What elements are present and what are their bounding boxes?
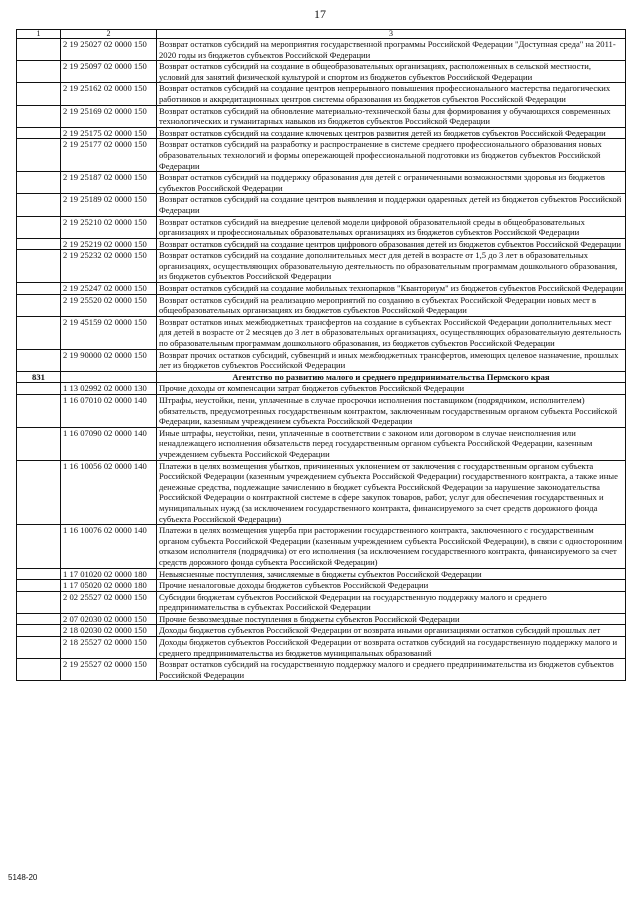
revenue-code-cell: 1 16 10076 02 0000 140 [61, 525, 157, 568]
revenue-name-cell: Возврат остатков субсидий на реализацию мероприятий по созданию в субъектах Российской Федерации новых мест в общеобразовательных организациях из бюджетов субъектов Российской Федерации [157, 294, 626, 316]
revenue-codes-table [16, 29, 626, 681]
revenue-code-cell: 1 16 07090 02 0000 140 [61, 427, 157, 460]
admin-code-cell [17, 250, 61, 283]
table-row [17, 194, 626, 216]
revenue-code-cell: 1 16 10056 02 0000 140 [61, 460, 157, 525]
revenue-code-cell: 2 19 25210 02 0000 150 [61, 216, 157, 238]
revenue-code-cell: 2 19 90000 02 0000 150 [61, 349, 157, 371]
revenue-code-cell: 2 19 25219 02 0000 150 [61, 238, 157, 250]
admin-code-cell [17, 194, 61, 216]
table-row [17, 460, 626, 525]
table-row [17, 250, 626, 283]
admin-code-cell [17, 172, 61, 194]
revenue-name-cell: Возврат остатков субсидий на создание центров выявления и поддержки одаренных детей из бюджетов субъектов Российской Федерации [157, 194, 626, 216]
revenue-code-cell: 1 17 01020 02 0000 180 [61, 568, 157, 580]
admin-code-cell [17, 460, 61, 525]
table-row [17, 568, 626, 580]
table-row [17, 316, 626, 349]
revenue-code-cell: 2 19 25097 02 0000 150 [61, 61, 157, 83]
revenue-code-cell: 2 19 45159 02 0000 150 [61, 316, 157, 349]
admin-code-cell [17, 625, 61, 637]
revenue-code-cell: 2 19 25175 02 0000 150 [61, 127, 157, 139]
table-row [17, 395, 626, 428]
revenue-name-cell: Доходы бюджетов субъектов Российской Федерации от возврата иными организациями остатков субсидий прошлых лет [157, 625, 626, 637]
table-row [17, 525, 626, 568]
revenue-name-cell: Возврат остатков субсидий на создание центров цифрового образования детей из бюджетов субъектов Российской Федерации [157, 238, 626, 250]
revenue-name-cell: Возврат остатков субсидий на обновление материально-технической базы для формирования у обучающихся современных технологических и гуманитарных навыков из бюджетов субъектов Российской Федерации [157, 105, 626, 127]
table-row [17, 39, 626, 61]
admin-code-cell [17, 83, 61, 105]
table-row [17, 659, 626, 681]
revenue-name-cell: Невыясненные поступления, зачисляемые в бюджеты субъектов Российской Федерации [157, 568, 626, 580]
revenue-name-cell: Прочие неналоговые доходы бюджетов субъектов Российской Федерации [157, 580, 626, 592]
revenue-name-cell: Возврат остатков субсидий на внедрение целевой модели цифровой образовательной среды в общеобразовательных организациях и профессиональных образовательных организациях из бюджетов субъектов Российской Федерации [157, 216, 626, 238]
revenue-name-cell: Возврат остатков субсидий на разработку и распространение в системе среднего профессионального образования новых образовательных технологий и формы опережающей профессиональной подготовки из бюджетов субъектов Российской Федерации [157, 139, 626, 172]
admin-code-cell [17, 580, 61, 592]
admin-code-cell [17, 427, 61, 460]
admin-code-cell [17, 659, 61, 681]
revenue-name-cell: Платежи в целях возмещения убытков, причиненных уклонением от заключения с государственным органом субъекта Российской Федерации (казенным учреждением субъекта Российской Федерации) государственного контракта, а также иные денежные средства, подлежащие зачислению в бюджет субъекта Российской Федерации за нарушение законодательства Российской Федерации о контрактной системе в сфере закупок товаров, работ, услуг для обеспечения государственных и муниципальных нужд (за исключением государственного контракта, финансируемого за счет средств дорожного фонда субъекта Российской Федерации) [157, 460, 626, 525]
admin-code-cell [17, 591, 61, 613]
revenue-code-cell: 2 07 02030 02 0000 150 [61, 613, 157, 625]
revenue-name-cell: Возврат остатков иных межбюджетных трансфертов на создание в субъектах Российской Федерации дополнительных мест для детей в возрасте от 2 месяцев до 3 лет в образовательных организациях, осуществляющих образовательную деятельность по образовательным программам дошкольного образования, из бюджетов субъектов Российской Федерации [157, 316, 626, 349]
admin-code-cell [17, 238, 61, 250]
revenue-name-cell: Возврат прочих остатков субсидий, субвенций и иных межбюджетных трансфертов, имеющих целевое назначение, прошлых лет из бюджетов субъектов Российской Федерации [157, 349, 626, 371]
admin-code-cell [17, 39, 61, 61]
table-row [17, 349, 626, 371]
table-row [17, 127, 626, 139]
table-row [17, 383, 626, 395]
revenue-name-cell: Возврат остатков субсидий на создание мобильных технопарков "Кванториум" из бюджетов субъектов Российской Федерации [157, 283, 626, 295]
revenue-name-cell: Штрафы, неустойки, пени, уплаченные в случае просрочки исполнения поставщиком (подрядчиком, исполнителем) обязательств, предусмотренных государственным контрактом, заключенным государственным органом субъекта Российской Федерации, казенным учреждением субъекта Российской Федерации [157, 395, 626, 428]
revenue-name-cell: Прочие доходы от компенсации затрат бюджетов субъектов Российской Федерации [157, 383, 626, 395]
table-row [17, 427, 626, 460]
revenue-code-cell: 2 19 25027 02 0000 150 [61, 39, 157, 61]
table-row [17, 580, 626, 592]
admin-code-cell [17, 127, 61, 139]
table-row [17, 625, 626, 637]
revenue-code-cell: 1 13 02992 02 0000 130 [61, 383, 157, 395]
header-col-1: 1 [17, 30, 61, 39]
revenue-name-cell: Возврат остатков субсидий на государственную поддержку малого и среднего предпринимательства из бюджетов субъектов Российской Федерации [157, 659, 626, 681]
table-row [17, 83, 626, 105]
table-row [17, 294, 626, 316]
revenue-code-cell: 2 19 25520 02 0000 150 [61, 294, 157, 316]
table-row [17, 637, 626, 659]
revenue-code-cell [61, 371, 157, 383]
admin-code-cell [17, 383, 61, 395]
revenue-name-cell: Платежи в целях возмещения ущерба при расторжении государственного контракта, заключенного с государственным органом субъекта Российской Федерации (казенным учреждением субъекта Российской Федерации), в связи с односторонним отказом исполнителя (подрядчика) от его исполнения (за исключением государственного контракта, финансируемого за счет средств дорожного фонда субъекта Российской Федерации) [157, 525, 626, 568]
admin-code-cell [17, 216, 61, 238]
admin-code-cell [17, 139, 61, 172]
revenue-code-cell: 1 17 05020 02 0000 180 [61, 580, 157, 592]
revenue-code-cell: 2 19 25189 02 0000 150 [61, 194, 157, 216]
revenue-code-cell: 2 19 25169 02 0000 150 [61, 105, 157, 127]
revenue-name-cell: Возврат остатков субсидий на поддержку образования для детей с ограниченными возможностями здоровья из бюджетов субъектов Российской Федерации [157, 172, 626, 194]
admin-code-cell [17, 349, 61, 371]
admin-code-cell [17, 568, 61, 580]
admin-code-cell [17, 395, 61, 428]
page-number: 17 [314, 7, 326, 21]
revenue-code-cell: 2 19 25187 02 0000 150 [61, 172, 157, 194]
revenue-name-cell: Доходы бюджетов субъектов Российской Федерации от возврата остатков субсидий на государственную поддержку малого и среднего предпринимательства из бюджетов муниципальных образований [157, 637, 626, 659]
document-code: 5148-20 [8, 873, 38, 882]
table-row [17, 283, 626, 295]
revenue-code-cell: 2 18 25527 02 0000 150 [61, 637, 157, 659]
revenue-code-cell: 2 18 02030 02 0000 150 [61, 625, 157, 637]
revenue-name-cell: Возврат остатков субсидий на мероприятия государственной программы Российской Федерации "Доступная среда" на 2011-2020 годы из бюджетов субъектов Российской Федерации [157, 39, 626, 61]
admin-code-cell [17, 61, 61, 83]
admin-code-cell [17, 613, 61, 625]
table-row [17, 105, 626, 127]
revenue-name-cell: Возврат остатков субсидий на создание в общеобразовательных организациях, расположенных в сельской местности, условий для занятий физической культурой и спортом из бюджетов субъектов Российской Федерации [157, 61, 626, 83]
admin-code-cell [17, 294, 61, 316]
table-row [17, 238, 626, 250]
header-col-3: 3 [157, 30, 626, 39]
revenue-code-cell: 2 02 25527 02 0000 150 [61, 591, 157, 613]
revenue-code-cell: 2 19 25247 02 0000 150 [61, 283, 157, 295]
table-row [17, 613, 626, 625]
revenue-code-cell: 2 19 25232 02 0000 150 [61, 250, 157, 283]
table-row [17, 591, 626, 613]
revenue-code-cell: 2 19 25177 02 0000 150 [61, 139, 157, 172]
revenue-code-cell: 2 19 25162 02 0000 150 [61, 83, 157, 105]
revenue-code-cell: 1 16 07010 02 0000 140 [61, 395, 157, 428]
admin-code-cell [17, 283, 61, 295]
table-row [17, 172, 626, 194]
admin-code-cell [17, 637, 61, 659]
revenue-name-cell: Возврат остатков субсидий на создание центров непрерывного повышения профессионального мастерства педагогических работников и аккредитационных центров системы образования из бюджетов субъектов Российской Федерации [157, 83, 626, 105]
admin-code-cell: 831 [17, 371, 61, 383]
table-row [17, 216, 626, 238]
revenue-code-cell: 2 19 25527 02 0000 150 [61, 659, 157, 681]
header-col-2: 2 [61, 30, 157, 39]
table-header-row [17, 30, 626, 39]
table-body [17, 30, 626, 681]
revenue-name-cell: Возврат остатков субсидий на создание ключевых центров развития детей из бюджетов субъектов Российской Федерации [157, 127, 626, 139]
admin-code-cell [17, 105, 61, 127]
revenue-name-cell: Прочие безвозмездные поступления в бюджеты субъектов Российской Федерации [157, 613, 626, 625]
table-row [17, 61, 626, 83]
admin-code-cell [17, 316, 61, 349]
revenue-name-cell: Агентство по развитию малого и среднего предпринимательства Пермского края [157, 371, 626, 383]
administrator-row [17, 371, 626, 383]
revenue-name-cell: Иные штрафы, неустойки, пени, уплаченные в соответствии с законом или договором в случае неисполнения или ненадлежащего исполнения обязательств перед государственным органом субъекта Российской Федерации, казенным учреждением субъекта Российской Федерации [157, 427, 626, 460]
table-row [17, 139, 626, 172]
admin-code-cell [17, 525, 61, 568]
revenue-name-cell: Возврат остатков субсидий на создание дополнительных мест для детей в возрасте от 1,5 до 3 лет в образовательных организациях, осуществляющих образовательную деятельность по образовательным программам дошкольного образования, из бюджетов субъектов Российской Федерации [157, 250, 626, 283]
revenue-name-cell: Субсидии бюджетам субъектов Российской Федерации на государственную поддержку малого и среднего предпринимательства в субъектах Российской Федерации [157, 591, 626, 613]
